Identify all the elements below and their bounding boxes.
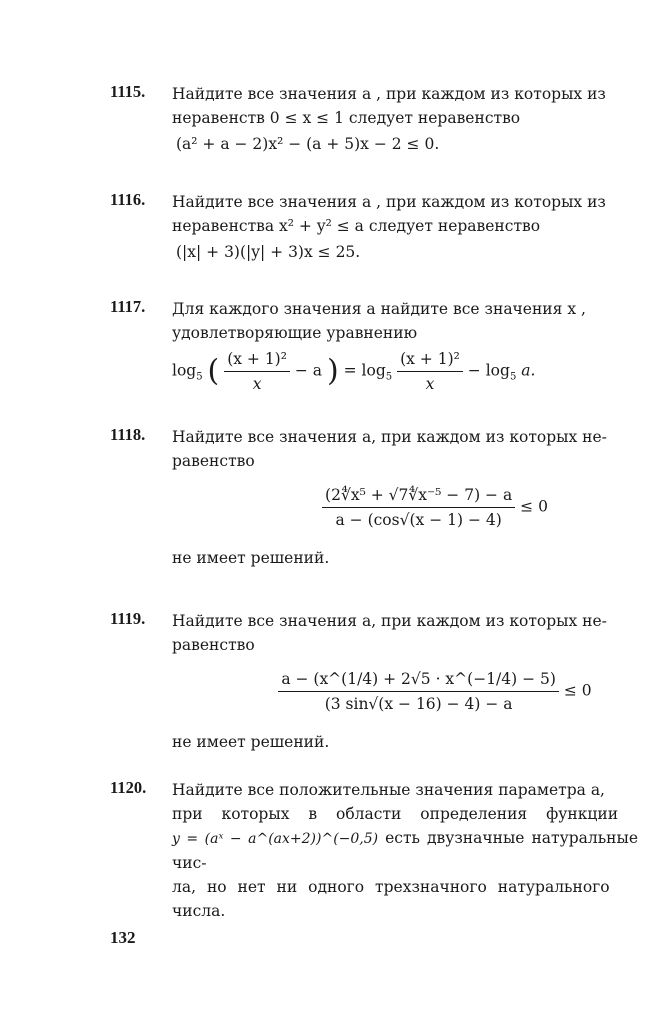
problem-1120 bbox=[110, 778, 638, 923]
fraction bbox=[397, 347, 463, 396]
fraction-denominator: x bbox=[425, 375, 435, 393]
problem-text-line: при которых в области определения функции bbox=[172, 805, 619, 823]
fraction-denominator: (3 sin√(x − 16) − 4) − a bbox=[324, 695, 513, 713]
problem-text-line: Найдите все значения a, при каждом из которых не- bbox=[172, 428, 607, 446]
fraction-numerator: a − (x^(1/4) + 2√5 · x^(−1/4) − 5) bbox=[278, 667, 559, 692]
problem-number: 1116. bbox=[110, 190, 146, 209]
problem-1115 bbox=[110, 82, 638, 156]
problem-text-line: удовлетворяющие уравнению bbox=[172, 324, 418, 342]
problem-text-line bbox=[172, 826, 638, 875]
fraction-numerator: (2∜x⁵ + √7∜x⁻⁵ − 7) − a bbox=[322, 483, 515, 508]
tail-a: a. bbox=[521, 361, 536, 380]
problem-text-line: Найдите все значения a , при каждом из которых из bbox=[172, 193, 606, 211]
formula: (|x| + 3)(|y| + 3)x ≤ 25. bbox=[176, 243, 361, 261]
log-base: 5 bbox=[385, 371, 393, 383]
problem-text-line: равенство bbox=[172, 452, 255, 470]
fraction-numerator: (x + 1)² bbox=[224, 347, 290, 372]
problem-number: 1119. bbox=[110, 609, 146, 628]
problem-number: 1115. bbox=[110, 82, 146, 101]
problem-text-line: неравенств 0 ≤ x ≤ 1 следует неравенство bbox=[172, 109, 521, 127]
problem-text-line: ла, но нет ни одного трехзначного натурального bbox=[172, 878, 610, 896]
problem-1117 bbox=[110, 297, 638, 396]
problem-text-line: Найдите все значения a , при каждом из которых из bbox=[172, 85, 606, 103]
fraction-numerator: (x + 1)² bbox=[397, 347, 463, 372]
fraction-denominator: a − (cos√(x − 1) − 4) bbox=[335, 511, 502, 529]
equals-log: = log bbox=[343, 361, 386, 380]
fraction bbox=[322, 483, 515, 532]
problem-1119 bbox=[110, 609, 638, 754]
formula bbox=[232, 667, 638, 716]
fraction bbox=[278, 667, 559, 716]
problem-text-line: числа. bbox=[172, 902, 226, 920]
formula: y = (aˣ − a^(ax+2))^(−0,5) bbox=[172, 831, 379, 847]
problem-1118 bbox=[110, 425, 638, 570]
problem-text-line: неравенства x² + y² ≤ a следует неравенство bbox=[172, 217, 541, 235]
problem-number: 1118. bbox=[110, 425, 146, 444]
problem-1116 bbox=[110, 190, 638, 264]
problem-text-line: Найдите все значения a, при каждом из которых не- bbox=[172, 612, 607, 630]
problem-text-line: не имеет решений. bbox=[172, 733, 330, 751]
log-function: log bbox=[172, 361, 197, 380]
log-base: 5 bbox=[196, 371, 203, 383]
problem-text-line: Найдите все положительные значения параметра a, bbox=[172, 781, 605, 799]
fraction-denominator: x bbox=[252, 375, 262, 393]
fraction bbox=[224, 347, 290, 396]
problem-number: 1120. bbox=[110, 778, 147, 797]
problem-text: есть двузначные натуральные чис- bbox=[172, 829, 638, 872]
problem-text-line: равенство bbox=[172, 636, 255, 654]
relation: ≤ 0 bbox=[520, 497, 548, 516]
minus-a: − a bbox=[294, 361, 323, 380]
formula bbox=[232, 483, 638, 532]
problem-number: 1117. bbox=[110, 297, 146, 316]
formula: $\log_5$ ( $\frac{\text{(x + 1)²}}{x}$ − a ) = $\log_5$ $\frac{\text{(x + 1)²}}{x}$ − $\log_5 a$. bbox=[172, 347, 638, 396]
minus-log: − log bbox=[467, 361, 510, 380]
log-base: 5 bbox=[509, 371, 517, 383]
page-number: 132 bbox=[110, 928, 136, 947]
formula: (a² + a − 2)x² − (a + 5)x − 2 ≤ 0. bbox=[176, 135, 440, 153]
relation: ≤ 0 bbox=[563, 681, 592, 700]
problem-text-line: Для каждого значения a найдите все значения x , bbox=[172, 300, 586, 318]
problem-text-line: не имеет решений. bbox=[172, 549, 330, 567]
